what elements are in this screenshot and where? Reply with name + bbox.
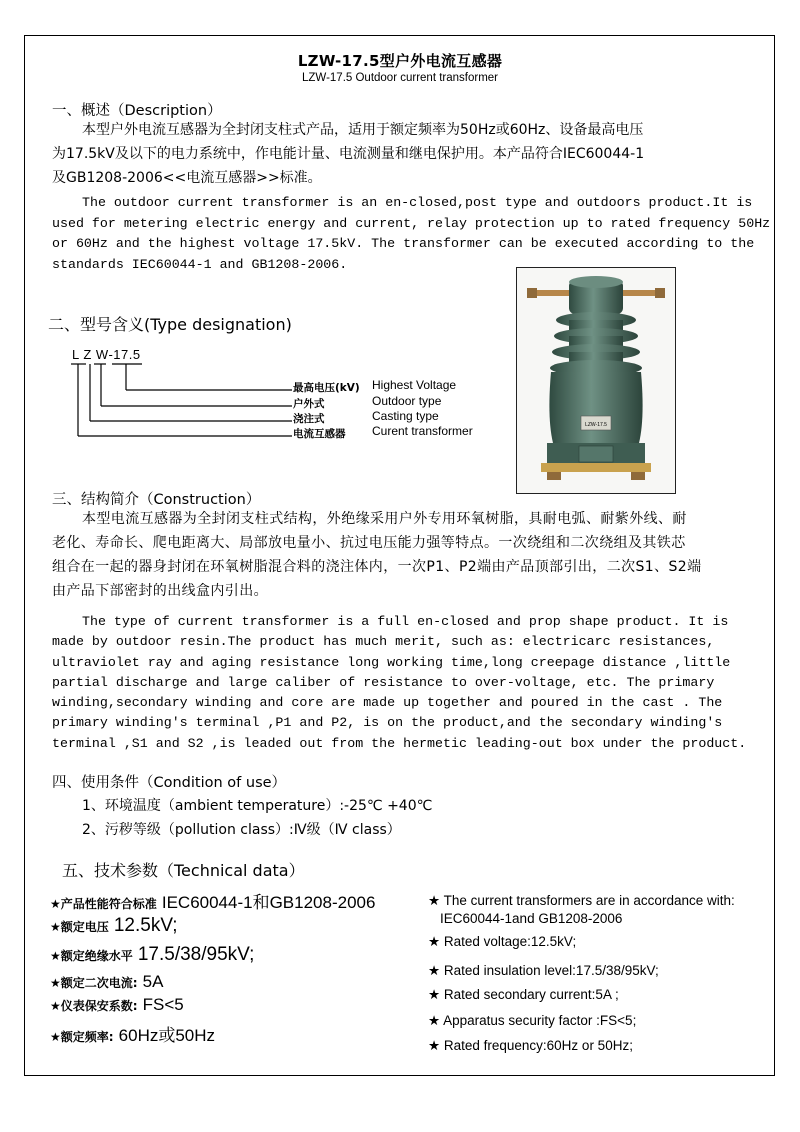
tech-right-line: ★ Rated frequency:60Hz or 50Hz; [428,1038,633,1053]
type-designation-diagram [70,360,300,440]
type-code: L Z W-17.5 [72,347,141,362]
description-heading: 一、概述（Description） [52,103,222,119]
construction-en-line: winding,secondary winding and core are made up together and poured in the cast . The [52,695,723,711]
tech-right-line: IEC60044-1and GB1208-2006 [440,911,623,926]
title-english: LZW-17.5 Outdoor current transformer [302,72,498,84]
construction-en-line: made by outdoor resin.The product has much merit, such as: electricarc resistances, [52,634,715,650]
construction-cn-line: 本型电流互感器为全封闭支柱式结构，外绝缘采用户外专用环氧树脂，具耐电弧、耐紫外线、耐 [82,511,687,527]
description-en-line: The outdoor current transformer is an en-closed,post type and outdoors product.It is [82,195,753,210]
construction-heading: 三、结构简介（Construction） [52,492,261,508]
tech-value: 12.5kV; [113,915,178,936]
description-cn-line: 为17.5kV及以下的电力系统中，作电能计量、电流测量和继电保护用。本产品符合IEC60044-1 [52,146,645,162]
tech-left-row [50,888,375,913]
current-transformer-illustration [517,268,675,493]
construction-cn-line: 组合在一起的器身封闭在环氧树脂混合料的浇注体内，一次P1、P2端由产品顶部引出，二次S1、S2端 [52,559,702,575]
tech-left-row [50,972,163,992]
tech-label: ★仪表保安系数: [50,999,138,1013]
tech-value: 5A [142,972,164,991]
tech-label: ★产品性能符合标准 [50,897,157,911]
technical-heading: 五、技术参数（Technical data） [62,861,305,880]
type-designation-heading: 二、型号含义(Type designation) [48,315,292,334]
tech-left-row [50,915,178,937]
construction-en-line: partial discharge and large caliber of resistance to over-voltage, etc. The primary [52,674,715,690]
tech-label: ★额定绝缘水平 [50,949,133,963]
product-photo [516,267,676,494]
legend-en-voltage: Highest Voltage [372,378,457,392]
tech-left-row [50,944,254,966]
legend-en-outdoor: Outdoor type [372,394,442,408]
title-chinese: LZW-17.5型户外电流互感器 [297,52,503,70]
legend-en-casting: Casting type [372,409,439,423]
tech-right-line: ★ Apparatus security factor :FS<5; [428,1013,637,1028]
tech-label: ★额定电压 [50,920,109,934]
description-cn-line: 及GB1208-2006<<电流互感器>>标准。 [52,170,322,186]
construction-cn [52,507,701,603]
legend-cn-outdoor: 户外式 [293,398,325,410]
condition-temperature: 1、环境温度（ambient temperature）:-25℃ +40℃ [82,798,433,814]
tech-value: IEC60044-1和GB1208-2006 [161,893,376,912]
construction-en-line: primary winding's terminal ,P1 and P2, is on the product,and the secondary winding's [52,715,723,731]
legend-cn-voltage: 最高电压(kV) [293,382,360,394]
construction-en [52,612,746,754]
legend-cn-ct: 电流互感器 [293,428,346,440]
description-cn [52,118,644,190]
tech-left-row [50,1021,215,1046]
description-cn-line: 本型户外电流互感器为全封闭支柱式产品，适用于额定频率为50Hz或60Hz、设备最高电压 [82,122,644,138]
description-en [52,193,770,275]
legend-cn-casting: 浇注式 [293,413,325,425]
legend-en-ct: Curent transformer [372,424,473,438]
description-en-line: or 60Hz and the highest voltage 17.5kV. The transformer can be executed according to the [52,236,755,251]
tech-label: ★额定频率: [50,1030,114,1044]
construction-en-line: terminal ,S1 and S2 ,is leaded out from the hermetic leading-out box under the product. [52,735,747,751]
construction-cn-line: 由产品下部密封的出线盒内引出。 [52,583,268,599]
nameplate-text: LZW-17.5 [585,422,607,428]
description-en-line: standards IEC60044-1 and GB1208-2006. [52,256,348,272]
tech-right-line: ★ The current transformers are in accordance with: [428,893,735,908]
tech-right-line: ★ Rated secondary current:5A ; [428,987,619,1002]
description-en-line: used for metering electric energy and current, relay protection up to rated frequency 50Hz [52,215,771,231]
tech-value: 60Hz或50Hz [118,1026,216,1045]
construction-en-line: The type of current transformer is a full en-closed and prop shape product. It is [82,614,729,629]
construction-cn-line: 老化、寿命长、爬电距离大、局部放电量小、抗过电压能力强等特点。一次绕组和二次绕组及其铁芯 [52,535,686,551]
tech-label: ★额定二次电流: [50,976,138,990]
tech-left-row [50,995,184,1015]
condition-pollution: 2、污秽等级（pollution class）:Ⅳ级（Ⅳ class） [82,822,401,838]
tech-right-line: ★ Rated insulation level:17.5/38/95kV; [428,963,659,978]
construction-en-line: ultraviolet ray and aging resistance long working time,long creepage distance ,little [52,654,731,670]
tech-value: FS<5 [142,995,184,1014]
condition-heading: 四、使用条件（Condition of use） [52,775,287,791]
tech-right-line: ★ Rated voltage:12.5kV; [428,934,577,949]
tech-value: 17.5/38/95kV; [137,944,255,965]
